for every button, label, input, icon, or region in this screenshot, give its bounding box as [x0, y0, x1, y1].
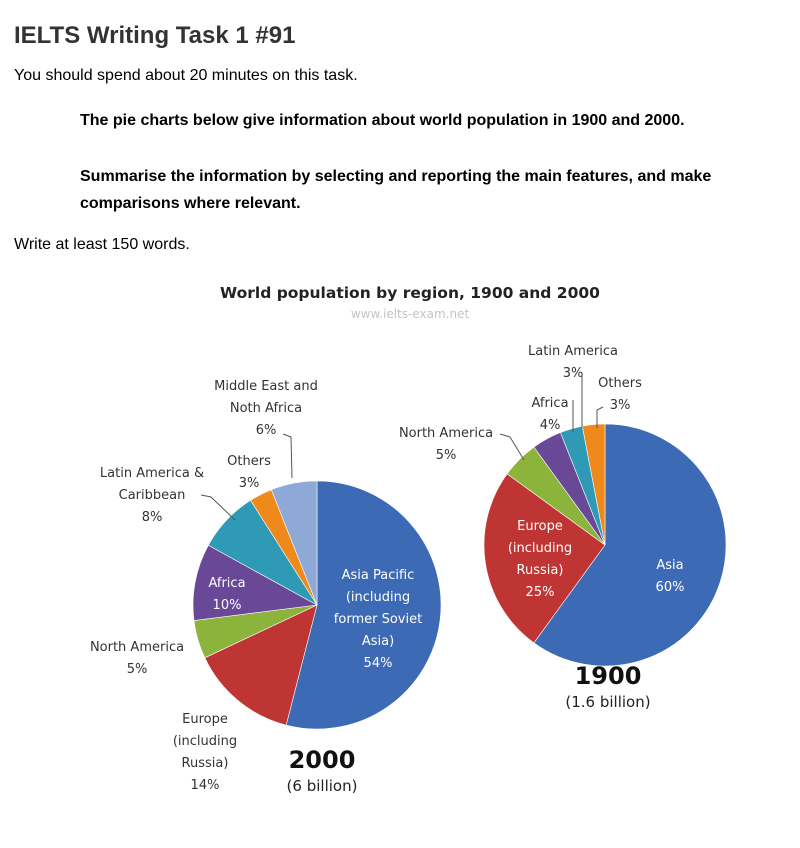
- slice-label-percent: 3%: [562, 366, 584, 381]
- slice-label-line: (including: [172, 734, 238, 749]
- slice-label-line: Russia): [516, 563, 564, 578]
- slice-label: [531, 396, 568, 433]
- slice-label-line: Asia: [656, 558, 684, 573]
- slice-label-line: Others: [227, 454, 271, 469]
- time-instruction: You should spend about 20 minutes on this task.: [14, 67, 358, 84]
- task-title: IELTS Writing Task 1 #91: [14, 22, 296, 49]
- slice-label: [598, 376, 642, 413]
- slice-label: [214, 379, 318, 438]
- slice-label-line: Europe: [182, 712, 228, 727]
- slice-label-line: Latin America: [528, 344, 618, 359]
- slice-label: [173, 712, 237, 793]
- slice-label: [227, 454, 271, 491]
- slice-label-percent: 3%: [238, 476, 260, 491]
- slice-label-percent: 25%: [525, 585, 555, 600]
- slice-label-line: North America: [89, 640, 185, 655]
- slice-label-line: Africa: [208, 576, 246, 591]
- prompt-line-2: Summarise the information by selecting and reporting the main features, and make comparisons where relevant.: [80, 168, 712, 212]
- slice-label-line: (including: [507, 541, 573, 556]
- slice-label-percent: 10%: [212, 598, 242, 613]
- slice-label-percent: 6%: [255, 423, 277, 438]
- slice-label-line: Caribbean: [118, 488, 186, 503]
- pie-year-label: 1900: [574, 662, 642, 690]
- slice-label-line: Asia Pacific: [341, 568, 415, 583]
- slice-label-line: Asia): [361, 634, 395, 649]
- chart-title: World population by region, 1900 and 2000: [220, 284, 600, 302]
- pies-group: [90, 344, 726, 795]
- pie-year-label: 2000: [288, 746, 356, 774]
- slice-label: [100, 466, 204, 525]
- slice-label-percent: 14%: [190, 778, 220, 793]
- slice-label-line: Middle East and: [214, 379, 318, 394]
- pie-total-label: (6 billion): [286, 777, 358, 795]
- slice-label-line: Others: [598, 376, 642, 391]
- slice-label: [399, 426, 493, 463]
- slice-label-percent: 54%: [363, 656, 393, 671]
- slice-label-percent: 4%: [539, 418, 561, 433]
- word-count-instruction: Write at least 150 words.: [14, 236, 190, 253]
- slice-label-percent: 5%: [435, 448, 457, 463]
- slice-label-line: North America: [398, 426, 494, 441]
- leader-line: [500, 434, 524, 460]
- slice-label-line: Latin America &: [99, 466, 205, 481]
- slice-label-percent: 8%: [141, 510, 163, 525]
- slice-label-line: (including: [345, 590, 411, 605]
- slice-label-percent: 5%: [126, 662, 148, 677]
- pie-total-label: (1.6 billion): [565, 693, 651, 711]
- slice-label-line: Europe: [517, 519, 563, 534]
- slice-label-line: former Soviet: [333, 612, 423, 627]
- slice-label-line: Russia): [181, 756, 229, 771]
- slice-label-percent: 3%: [609, 398, 631, 413]
- slice-label: [90, 640, 184, 677]
- watermark-text: www.ielts-exam.net: [350, 307, 470, 321]
- slice-label-line: Africa: [531, 396, 569, 411]
- prompt-line-1: The pie charts below give information about world population in 1900 and 2000.: [80, 112, 685, 129]
- slice-label-percent: 60%: [655, 580, 685, 595]
- slice-label-line: Noth Africa: [229, 401, 303, 416]
- leader-line: [283, 434, 292, 478]
